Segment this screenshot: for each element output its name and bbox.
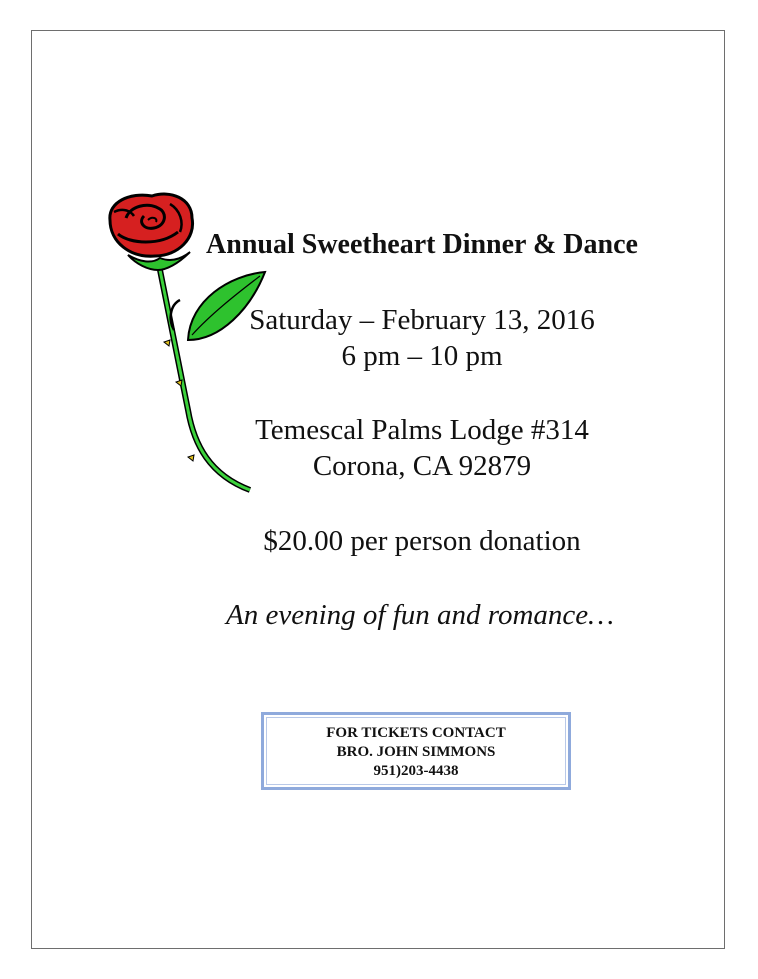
- contact-phone: 951)203-4438: [373, 763, 459, 779]
- event-time: 6 pm – 10 pm: [341, 340, 503, 372]
- venue-city: Corona, CA 92879: [312, 450, 532, 482]
- event-date: Saturday – February 13, 2016: [249, 304, 595, 336]
- donation-text: $20.00 per person donation: [263, 525, 581, 557]
- event-title: Annual Sweetheart Dinner & Dance: [206, 229, 638, 260]
- tagline: An evening of fun and romance…: [226, 599, 614, 631]
- venue-name: Temescal Palms Lodge #314: [255, 414, 589, 446]
- contact-name: BRO. JOHN SIMMONS: [336, 744, 496, 760]
- ticket-contact-box: [261, 712, 571, 790]
- contact-heading: FOR TICKETS CONTACT: [326, 725, 506, 741]
